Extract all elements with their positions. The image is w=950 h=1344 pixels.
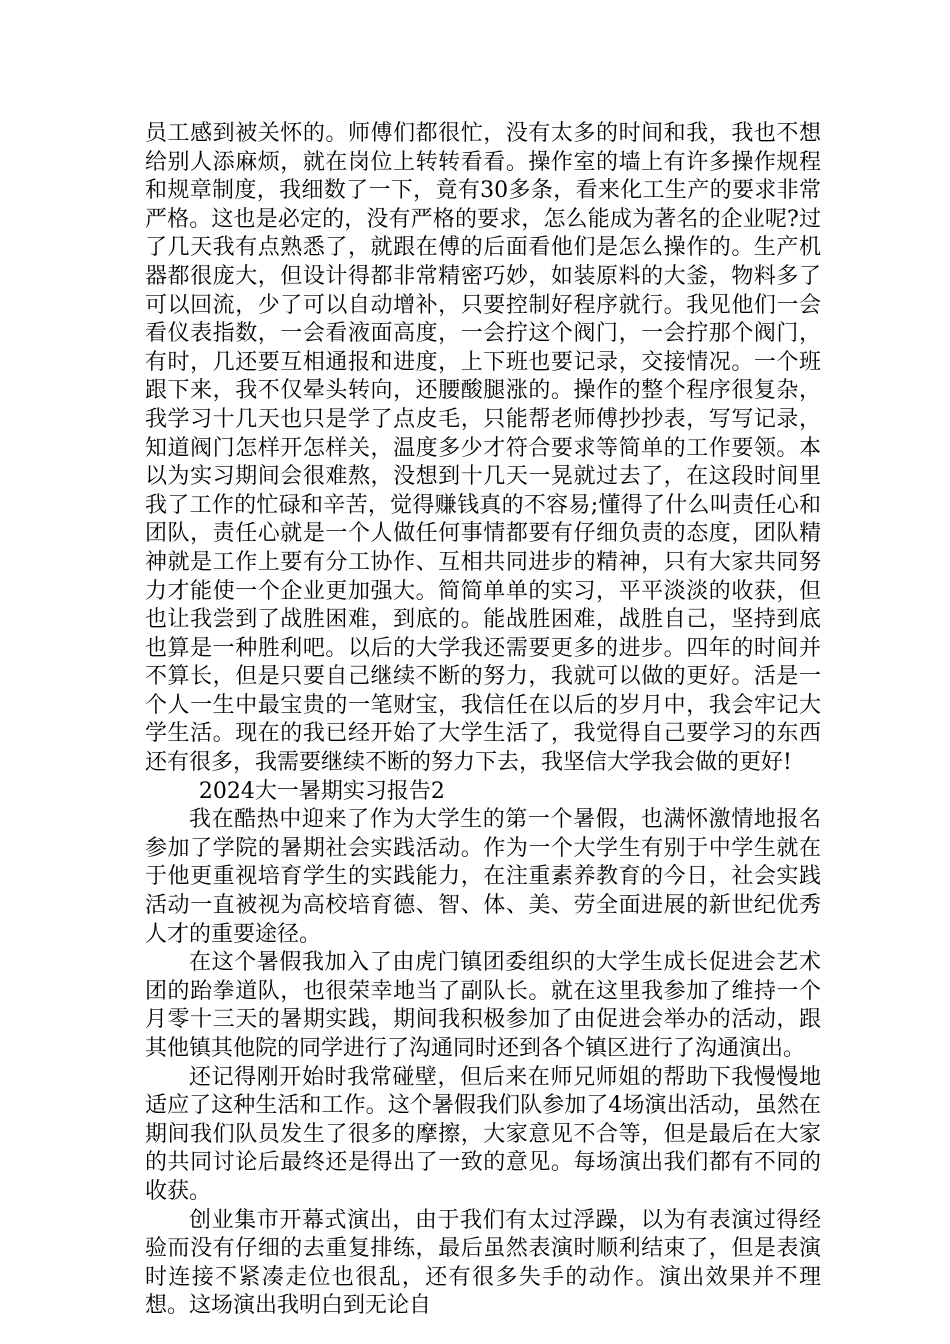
paragraph-continued: 员工感到被关怀的。师傅们都很忙，没有太多的时间和我，我也不想给别人添麻烦，就在岗位上转转看看。操作室的墙上有许多操作规程和规章制度，我细数了一下，竟有30多条，看来化工生产的要求非常严格。这也是必定的，没有严格的要求，怎么能成为著名的企业呢?过了几天我有点熟悉了，就跟在傅的后面看他们是怎么操作的。生产机器都很庞大，但设计得都非常精密巧妙，如装原料的大釜，物料多了可以回流，少了可以自动增补，只要控制好程序就行。我见他们一会看仪表指数，一会看液面高度，一会拧这个阀门，一会拧那个阀门，有时，几还要互相通报和进度，上下班也要记录，交接情况。一个班跟下来，我不仅晕头转向，还腰酸腿涨的。操作的整个程序很复杂，我学习十几天也只是学了点皮毛，只能帮老师傅抄抄表，写写记录，知道阀门怎样开怎样关，温度多少才符合要求等简单的工作要领。本以为实习期间会很难熬，没想到十几天一晃就过去了，在这段时间里我了工作的忙碌和辛苦，觉得赚钱真的不容易;懂得了什么叫责任心和团队，责任心就是一个人做任何事情都要有仔细负责的态度，团队精神就是工作上要有分工协作、互相共同进步的精神，只有大家共同努力才能使一个企业更加强大。简简单单的实习，平平淡淡的收获，但也让我尝到了战胜困难，到底的。能战胜困难，战胜自己，坚持到底也算是一种胜利吧。以后的大学我还需要更多的进步。四年的时间并不算长，但是只要自己继续不断的努力，我就可以做的更好。活是一个人一生中最宝贵的一笔财宝，我信任在以后的岁月中，我会牢记大学生活。现在的我已经开始了大学生活了，我觉得自己要学习的东西还有很多，我需要继续不断的努力下去，我坚信大学我会做的更好! (145, 121, 821, 776)
paragraph: 创业集市开幕式演出，由于我们有太过浮躁，以为有表演过得经验而没有仔细的去重复排练，最后虽然表演时顺利结束了，但是表演时连接不紧凑走位也很乱，还有很多失手的动作。演出效果并不理想。这场演出我明白到无论自 (145, 1207, 821, 1319)
paragraph: 在这个暑假我加入了由虎门镇团委组织的大学生成长促进会艺术团的跆拳道队，也很荣幸地当了副队长。就在这里我参加了维持一个月零十三天的暑期实践，期间我积极参加了由促进会举办的活动，跟其他镇其他院的同学进行了沟通同时还到各个镇区进行了沟通演出。 (145, 950, 821, 1061)
paragraph: 还记得刚开始时我常碰壁，但后来在师兄师姐的帮助下我慢慢地适应了这种生活和工作。这个暑假我们队参加了4场演出活动，虽然在期间我们队员发生了很多的摩擦，大家意见不合等，但是最后在大家的共同讨论后最终还是得出了一致的意见。每场演出我们都有不同的收获。 (145, 1064, 821, 1204)
section-heading: 2024大一暑期实习报告2 (198, 778, 445, 804)
document-page (145, 120, 821, 1321)
paragraph: 我在酷热中迎来了作为大学生的第一个暑假，也满怀激情地报名参加了学院的暑期社会实践活动。作为一个大学生有别于中学生就在于他更重视培育学生的实践能力，在注重素养教育的今日，社会实践活动一直被视为高校培育德、智、体、美、劳全面进展的新世纪优秀人才的重要途径。 (145, 807, 821, 947)
